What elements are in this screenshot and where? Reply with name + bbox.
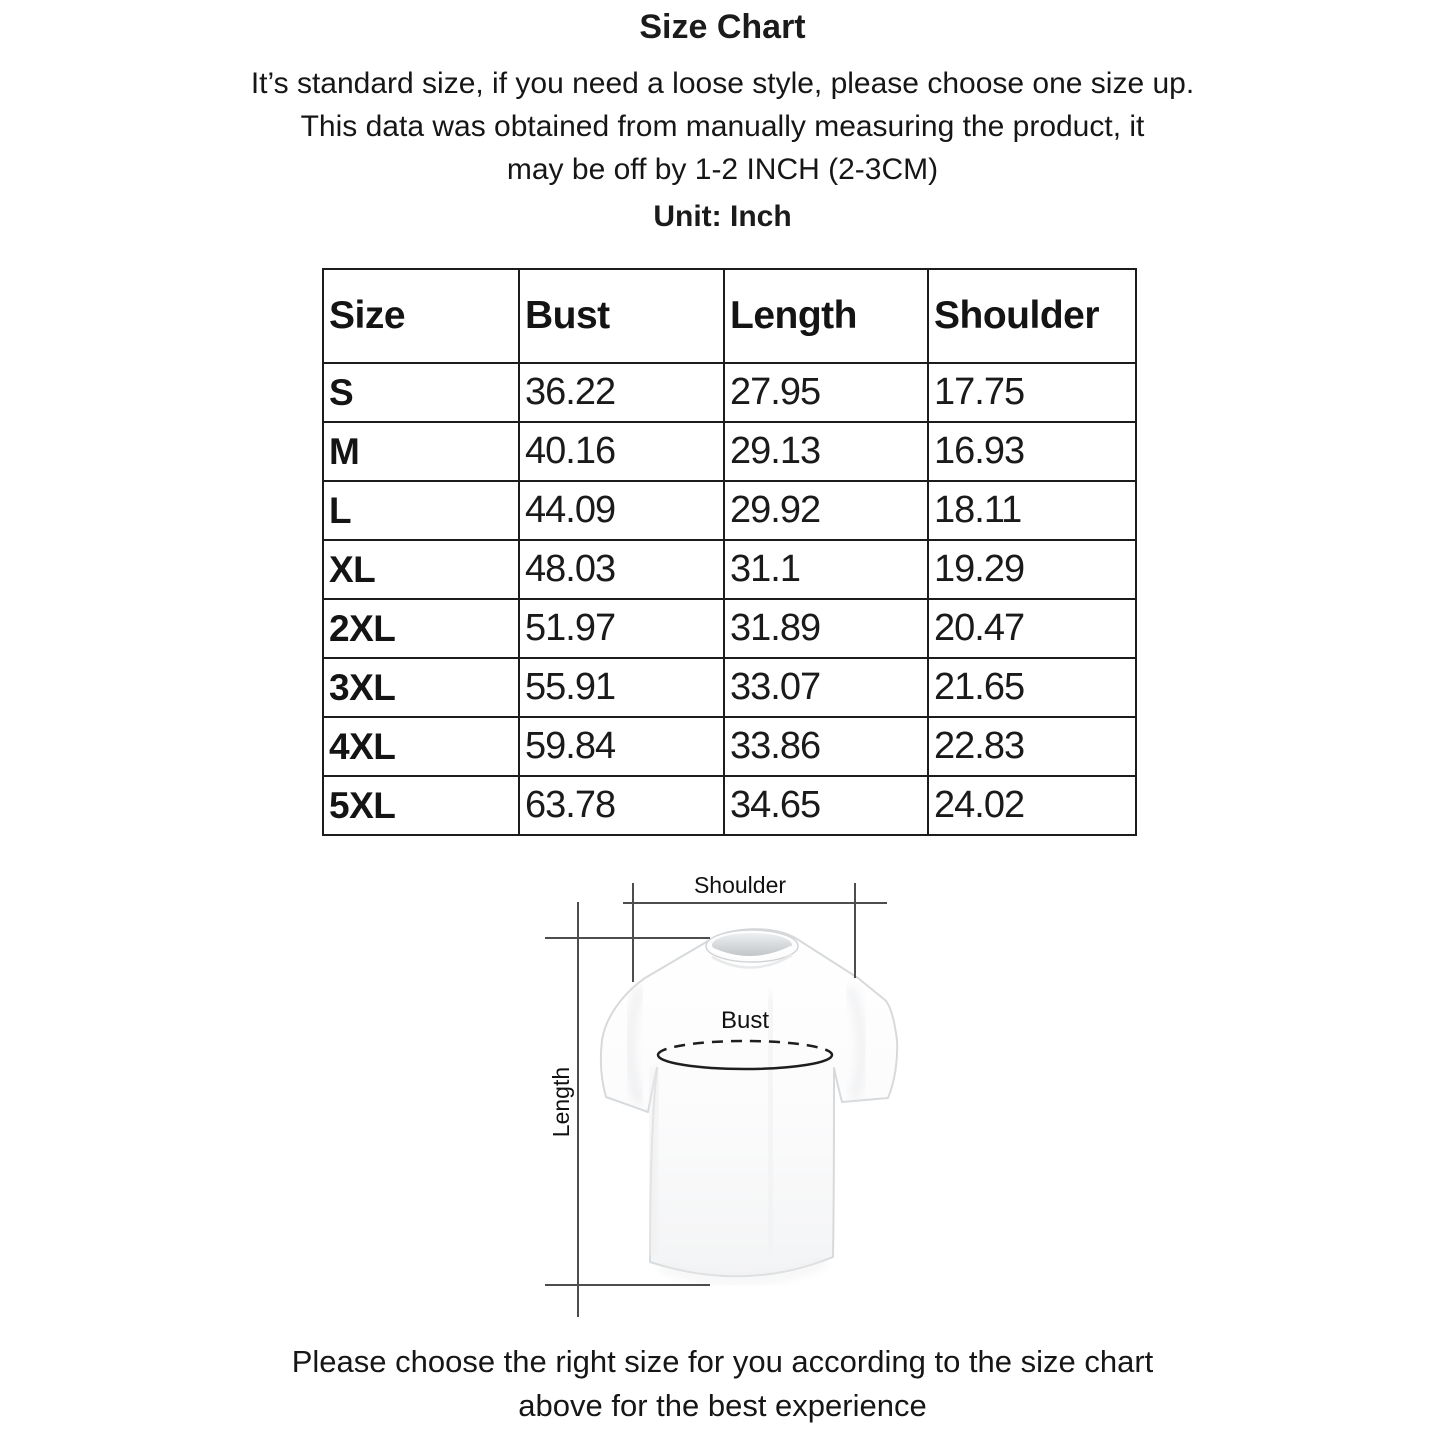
column-header-length: Length: [724, 269, 928, 363]
length-cell: 31.89: [724, 599, 928, 658]
column-header-bust: Bust: [519, 269, 724, 363]
shoulder-cell: 21.65: [928, 658, 1136, 717]
bust-cell: 51.97: [519, 599, 724, 658]
bust-cell: 63.78: [519, 776, 724, 835]
table-row: [323, 717, 1136, 776]
footer-note: [0, 1340, 1445, 1428]
table-row: [323, 599, 1136, 658]
shoulder-measure-label: Shoulder: [693, 872, 787, 898]
length-measure-label: Length: [548, 1066, 574, 1138]
table-row: [323, 422, 1136, 481]
length-cell: 33.07: [724, 658, 928, 717]
shoulder-cell: 19.29: [928, 540, 1136, 599]
table-row: [323, 658, 1136, 717]
footer-note-line-1: Please choose the right size for you according to the size chart: [291, 1344, 1154, 1379]
size-cell: 3XL: [323, 658, 519, 717]
size-cell: M: [323, 422, 519, 481]
column-header-shoulder: Shoulder: [928, 269, 1136, 363]
shoulder-cell: 24.02: [928, 776, 1136, 835]
size-cell: S: [323, 363, 519, 422]
shoulder-cell: 16.93: [928, 422, 1136, 481]
length-cell: 29.13: [724, 422, 928, 481]
tshirt-graphic: [520, 875, 980, 1335]
length-cell: 27.95: [724, 363, 928, 422]
length-cell: 31.1: [724, 540, 928, 599]
table-row: [323, 481, 1136, 540]
tshirt-body: [601, 929, 897, 1280]
length-cell: 34.65: [724, 776, 928, 835]
table-row: [323, 540, 1136, 599]
length-cell: 33.86: [724, 717, 928, 776]
bust-cell: 36.22: [519, 363, 724, 422]
page-title: Size Chart: [639, 8, 806, 46]
footer-note-line-2: above for the best experience: [518, 1388, 927, 1423]
tshirt-measurement-diagram: [520, 875, 980, 1335]
shoulder-cell: 20.47: [928, 599, 1136, 658]
size-note-line-3: may be off by 1-2 INCH (2-3CM): [506, 153, 939, 186]
bust-cell: 55.91: [519, 658, 724, 717]
bust-cell: 44.09: [519, 481, 724, 540]
size-cell: 5XL: [323, 776, 519, 835]
size-cell: 2XL: [323, 599, 519, 658]
size-cell: XL: [323, 540, 519, 599]
table-header-row: [323, 269, 1136, 363]
bust-measure-label: Bust: [720, 1007, 770, 1034]
shoulder-cell: 17.75: [928, 363, 1136, 422]
length-cell: 29.92: [724, 481, 928, 540]
unit-label: Unit: Inch: [653, 200, 792, 233]
bust-cell: 40.16: [519, 422, 724, 481]
size-cell: 4XL: [323, 717, 519, 776]
bust-cell: 48.03: [519, 540, 724, 599]
bust-cell: 59.84: [519, 717, 724, 776]
column-header-size: Size: [323, 269, 519, 363]
size-note-line-2: This data was obtained from manually measuring the product, it: [300, 110, 1145, 143]
table-row: [323, 776, 1136, 835]
size-chart-table: [322, 268, 1137, 836]
table-row: [323, 363, 1136, 422]
size-note: [0, 62, 1445, 191]
size-cell: L: [323, 481, 519, 540]
size-note-line-1: It’s standard size, if you need a loose style, please choose one size up.: [250, 67, 1195, 100]
shoulder-cell: 18.11: [928, 481, 1136, 540]
shoulder-cell: 22.83: [928, 717, 1136, 776]
